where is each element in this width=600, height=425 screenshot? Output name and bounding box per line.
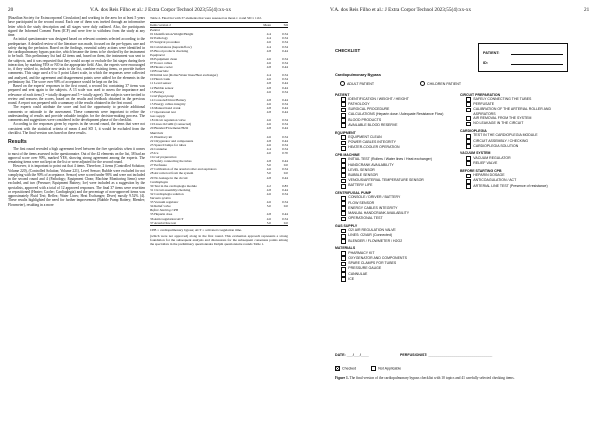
legend-checked-label: Checked [342, 366, 357, 371]
table-cell-label: 23 Spare/Clamps for tubes [150, 142, 187, 147]
table-header-mean: Mean [254, 23, 271, 28]
table-cell-sd: 0.0 [283, 204, 288, 209]
right-page [300, 0, 600, 425]
table-cell-label: 19 Lines O2/AIR (Connected) [150, 122, 192, 127]
group-label: Circuit preparation [150, 155, 177, 160]
checkbox-icon[interactable] [466, 161, 471, 166]
checked-box-icon [335, 366, 340, 371]
checkbox-icon[interactable] [466, 174, 471, 179]
table-cell-label: 29 No leakage in the circuit [150, 175, 188, 180]
table-cell-sd: 0.54 [282, 142, 288, 147]
table-cell-sd: 0.44 [282, 126, 288, 131]
results-heading: Results [8, 139, 27, 145]
table-cell-label: 03 Surgical procedure [150, 40, 180, 45]
checkbox-icon[interactable] [341, 135, 346, 140]
table-cell-mean: 4.0 [266, 151, 271, 155]
table-cell-mean: 4.6 [266, 56, 271, 61]
left-column-1 [8, 16, 145, 207]
checklist-item-label: FLOW SENSOR [348, 200, 375, 205]
table-cell-label: 01 Identification/Weight/Height [150, 32, 194, 37]
id-label: ID: [483, 61, 489, 65]
table-cell-label: 15 Energy cables integrity [150, 101, 186, 106]
checklist-item-label: ICE [348, 276, 355, 281]
checklist-item-label: AVAILABLE BLOOD RESERVE [348, 122, 398, 127]
checkbox-icon[interactable] [341, 102, 346, 107]
checklist-item-label: EQUIPMENT CLEAN [348, 134, 382, 139]
table-cell-mean: 4.4 [266, 146, 271, 151]
checklist-item-label: VENOUS/ARTERIAL TEMPERATURE SENSOR [348, 178, 424, 183]
page-number-left: 20 [8, 7, 14, 13]
table-cell-mean: 4.8 [266, 65, 271, 70]
table-cell-mean: 4.8 [266, 81, 271, 86]
table-cell-mean: 4.6 [266, 142, 271, 147]
table-cell-label: 09 Initial test (Roller/Water lines/Heat exchanger) [150, 73, 218, 78]
table-cell-label: 20 Blender/Flowmeter/H2O [150, 126, 189, 131]
table-cell-label: 33 Vacuum regulator [150, 200, 179, 205]
legend-na-label: Not Applicable [378, 366, 402, 371]
checklist-item[interactable] [460, 161, 572, 166]
table-cell-mean: 4.6 [266, 40, 271, 45]
radio-circle-icon [340, 81, 345, 86]
table-cell-sd: 0.70 [282, 151, 288, 155]
checkbox-icon[interactable] [341, 108, 346, 113]
checklist-item-label: AIR REMOVAL FROM THE SYSTEM [473, 116, 532, 121]
checklist-item-label: BUBBLE SENSOR [348, 172, 378, 177]
children-option[interactable] [420, 81, 461, 86]
table-cell-label: 10 Hand crank [150, 77, 170, 82]
checklist-item[interactable] [460, 184, 572, 189]
checkbox-icon[interactable] [341, 163, 346, 168]
table-cell-label: 22 Oxygenator and components [150, 138, 194, 143]
checkbox-icon[interactable] [466, 184, 471, 189]
table-cell-sd: 0.54 [282, 146, 288, 151]
table-cell-label: 14 Console/Driver/Battery [150, 97, 187, 102]
table-cell-sd: 0.44 [282, 81, 288, 86]
paragraph: According to the responses given by experts in the second round, the items that were not consistent with the statistical criteria of mean 4 and SD 1, it would be excluded from the checklist. The final version was based on these results. [8, 122, 145, 135]
checklist-item-label: RELIEF VALVE [473, 161, 498, 166]
checklist-item-label: PRESSURE GAUGE [348, 266, 382, 271]
checklist-item[interactable] [460, 107, 572, 116]
checkbox-icon[interactable] [466, 144, 471, 149]
checklist-item-label: SAFELY CONNECTING THE TUBES [473, 96, 532, 101]
checklist-item-label: POWER CABLES INTEGRITY [348, 140, 396, 145]
table-cell-sd: 0.44 [282, 187, 288, 192]
checkbox-icon[interactable] [341, 272, 346, 277]
checklist-item[interactable] [335, 123, 457, 128]
table-cell-sd: 0.54 [282, 40, 288, 45]
patient-label: PATIENT: [483, 51, 500, 55]
table-cell-sd: 0.54 [282, 200, 288, 205]
table-cell-sd: 0.54 [282, 191, 288, 196]
table-cell-label: 05 Blood products checking [150, 48, 189, 53]
table-cell-sd: 0.44 [282, 85, 288, 90]
group-label: Centrifugal pump [150, 93, 175, 98]
running-head-left: V.A. dos Reis Filho et al.: J Extra Corpor Technol 2023;55(4):xx-xx [90, 7, 232, 13]
table-cell-sd: 0.44 [282, 48, 288, 53]
checklist-item-label: BLOOD PRODUCTS [348, 117, 382, 122]
checklist-section-title: EQUIPMENT [335, 130, 356, 135]
table-cell-mean: 5.0 [266, 204, 271, 209]
checklist-section-title: CENTRIFUGAL PUMP [335, 191, 372, 196]
checkbox-icon[interactable] [466, 116, 471, 121]
table-cell-sd: 0.54 [282, 77, 288, 82]
table-cell-sd: 0.54 [282, 60, 288, 65]
checkbox-icon[interactable] [341, 141, 346, 146]
checkbox-icon[interactable] [466, 97, 471, 102]
checkbox-icon[interactable] [341, 196, 346, 201]
group-label: Before Starting CPB [150, 208, 178, 213]
table-cell-label: 30 Test in the cardioplegia module [150, 183, 197, 188]
checkbox-icon[interactable] [341, 123, 346, 128]
table-cell-sd: 0.44 [282, 110, 288, 115]
table-cell-sd: 0.54 [282, 36, 288, 41]
checklist-item[interactable] [335, 183, 457, 188]
table-cell-sd: 0.54 [282, 44, 288, 49]
table-cell-mean: 4.8 [266, 85, 271, 90]
table-cell-label: 02 Pathology [150, 36, 168, 41]
checklist-item-label: SPARE CLAMPS FOR TUBES [348, 261, 397, 266]
table-cell-label: 16 Manual hand crank [150, 105, 181, 110]
checkbox-icon[interactable] [466, 122, 471, 127]
figure-caption-text: The final version of the cardiopulmonary bypass checklist with 10 topics and 41 carefully selected checking items. [349, 376, 515, 380]
table-caption: Table 2. Final list with 37 elements that were assessed as mean ≥ 4 and SD ≤ 1.02. [150, 16, 262, 20]
checkbox-icon[interactable] [466, 179, 471, 184]
checklist-item-label: IDENTIFICATION / WEIGHT / HEIGHT [348, 96, 409, 101]
checkbox-icon[interactable] [341, 256, 346, 261]
table-cell-label: 32 Cardioplegia solution [150, 191, 184, 196]
checklist-right-column [460, 90, 572, 189]
paragraph: [Brazilian Society for Extracorporeal Circulation] and working in the area for at least 5 years have participated in the second round. Each one of them was invited through an informative letter which the study description and all stages were duly outlined. Also, the participants signed the Informed Consent Form (ICF) and were free to withdraw from the study at any time. [8, 16, 145, 37]
checklist-item-label: CALIBRATION OF THE ARTERIAL ROLLER AND ASPIRATORS [473, 107, 551, 116]
checkbox-icon[interactable] [341, 158, 346, 163]
checklist-item-label: BLENDER / FLOWMETER / H2O2 [348, 238, 403, 243]
table-2 [150, 16, 288, 246]
checkbox-icon[interactable] [341, 277, 346, 282]
checklist-item-label: CONSOLE / DRIVER / BATTERY [348, 195, 401, 200]
table-cell-mean: 4.8 [266, 48, 271, 53]
group-label: Equipment [150, 52, 165, 57]
checklist-item-label: SURGICAL PROCEDURE [348, 107, 390, 112]
checklist-item-label: MANUAL HANDCRANK AVAILABILITY [348, 211, 410, 215]
table-cell-sd: 0.54 [282, 101, 288, 106]
checklist-item-label: LINES: O2/AIR (Connected) [348, 233, 393, 238]
checklist-item-label: INITIAL TEST (Rollers / Water lines / Heat exchanger) [348, 157, 432, 162]
group-label: Vacuum system [150, 196, 171, 201]
checkbox-icon[interactable] [341, 262, 346, 267]
table-cell-mean: 5.0 [266, 163, 271, 168]
empty-box-icon [371, 366, 376, 371]
table-cell-label: 34 Relief valve [150, 204, 171, 209]
checkbox-icon[interactable] [341, 179, 346, 184]
table-cell-label: 11 Level sensor [150, 81, 172, 86]
patient-box [478, 43, 568, 72]
checklist-item[interactable] [335, 145, 457, 150]
page-number-right: 21 [584, 7, 590, 13]
checkbox-icon[interactable] [341, 97, 346, 102]
table-cell-mean: 4.6 [266, 101, 271, 106]
table-cell-label: 25 Ice [150, 151, 159, 155]
table-cell-mean: 4.6 [266, 200, 271, 205]
checklist-item[interactable] [335, 239, 457, 244]
adult-option-label: ADULT PATIENT [347, 81, 375, 86]
legend-checked [335, 366, 356, 371]
paragraph: The first round revealed a high agreement level between the five specialists when it comes to most of the items assessed in the questionnaire. Out of the 42 elements on the list, 38 had an approval score over 90%, marked YES, showing strong agreement among the experts. The remaining items were not kept on the list or were adjusted for the second round. [8, 147, 145, 164]
perfusionist-field[interactable]: PERFUSIONIST: ________________________________ [400, 353, 493, 357]
group-label: CPB machine [150, 69, 169, 74]
items-table [150, 22, 288, 226]
table-cell-sd: 0.54 [282, 56, 288, 61]
table-row [150, 221, 288, 226]
checkbox-icon[interactable] [341, 229, 346, 234]
table-cell-mean: 4.6 [266, 216, 271, 221]
table-cell-mean: 4.6 [266, 118, 271, 123]
table-cell-mean: 4.6 [266, 191, 271, 196]
table-cell-label: 06 Equipment clean [150, 56, 178, 61]
table-cell-mean: 4.8 [266, 105, 271, 110]
checklist-item-label: CIRCUIT ASSEMBLY / CHECKING [473, 138, 529, 143]
table-cell-sd: 0.0 [283, 163, 288, 168]
checklist-item-label: CALCULATIONS (Heparin dose / Adequate Resistance Flow) [348, 112, 444, 117]
checklist-item-label: HEPARIN DOSAGE [473, 173, 505, 178]
group-label: Patient [150, 28, 160, 33]
table-cell-label: 35 Heparin dose [150, 212, 173, 217]
checkbox-icon[interactable] [341, 251, 346, 256]
checklist-section-title: PATIENT [335, 92, 350, 97]
checklist-item-label: ANTICOAGULATION / ACT [473, 178, 517, 183]
table-cell-label: 13 Battery [150, 89, 165, 94]
table-cell-sd: 0.54 [282, 32, 288, 37]
checkbox-icon[interactable] [466, 139, 471, 144]
table-cell-mean: 5.0 [254, 221, 271, 226]
table-cell-label: 04 Calculations (heparin/flow) [150, 44, 192, 49]
date-field[interactable]: DATE: ___/___/____ [335, 353, 369, 357]
checklist-item[interactable] [335, 216, 457, 221]
checklist-item-label: OXYGENATOR AND COMPONENTS [348, 255, 407, 260]
table-cell-mean: 4.6 [266, 60, 271, 65]
table-cell-label: 31 Circuit assembly/checking [150, 187, 191, 192]
table-cell-mean: 4.8 [266, 175, 271, 180]
table-cell-mean: 4.2 [266, 183, 271, 188]
checklist-item-label: NO LEAKAGE IN THE CIRCUIT [473, 121, 524, 126]
table-cell-label: 37 Arterial line test [150, 221, 254, 226]
checkbox-icon[interactable] [466, 134, 471, 139]
checklist-left-column [335, 90, 457, 282]
table-footnote: CPB = cardiopulmonary bypass; ACT = activated coagulation time. [150, 227, 242, 232]
table-cell-mean: 4.4 [266, 36, 271, 41]
checkbox-icon[interactable] [341, 146, 346, 151]
checkbox-icon[interactable] [341, 184, 346, 189]
checklist-item[interactable] [335, 277, 457, 282]
checklist-item-label: HANDCRANK AVAILABILITY [348, 162, 394, 167]
table-cell-label: 36 Anticoagulation/ACT [150, 216, 184, 221]
paragraph: Based on the experts' responses in the first round, a second list containing 37 items was prepared and sent again to the subjects. A 13 scale was used to assess the importance and relevance of each item (1 = totally disagree and 5 = totally agree). The subjects were invited to review and reassess the scores, based on the results and feedback obtained in the previous round. A report was prepared with a summary of the results obtained in the first round. [8, 84, 145, 105]
table-cell-sd: 0.54 [282, 89, 288, 94]
table-cell-mean: 4.8 [266, 212, 271, 217]
table-cell-label: 18 O2/air regulation valve [150, 118, 186, 123]
table-cell-sd: 0.54 [282, 167, 288, 172]
table-cell-label: 27 Calibration of the arterial roller and aspirators [150, 167, 217, 172]
table-cell-mean: 4.4 [266, 73, 271, 78]
table-cell-mean: 4.4 [266, 32, 271, 37]
checkbox-icon[interactable] [341, 206, 346, 211]
checklist-title: CHECKLIST [335, 48, 361, 53]
checklist-section-title: GAS SUPPLY [335, 223, 358, 228]
checklist-item-label: PHARMACY KIT [348, 250, 375, 255]
checklist-item-label: HEATER-COOLER OPERATION [348, 145, 400, 150]
running-head-right: V.A. dos Reis Filho et al.: J Extra Corpor Technol 2023;55(4):xx-xx [330, 7, 472, 13]
table-cell-sd: 0.54 [282, 134, 288, 139]
checkbox-icon[interactable] [466, 108, 471, 113]
table-cell-label: 24 Cannulae [150, 146, 168, 151]
checklist-item-label: ARTERIAL LINE TEST (Presence of resistance) [473, 183, 548, 188]
checkbox-icon[interactable] [341, 173, 346, 178]
checklist-item-label: TEST IN THE CARDIOPLEGIA MODULE [473, 133, 538, 138]
legend-na [371, 366, 401, 371]
checklist-item-label: OPERATIONAL TEST [348, 216, 383, 221]
group-label: Materials [150, 130, 164, 135]
checklist-section-title: MATERIALS [335, 246, 356, 251]
paragraph: (which were not approved) along in the first round. This evaluation approach represents a strong foundation for the subsequent analysis and discussions for the subsequent consensus points among the specialists in the preliminary questionnaire Delphi questionnaire rounds Table 1. [150, 233, 288, 246]
paragraph: The experts could attribute the score and had the opportunity to provide additional comments or rationale to the assessment. These comments were important to refine the understanding of results and provide valuable insights for the decision-making process. The comments and suggestions were considered in the development phase of the checklist. [8, 105, 145, 122]
table-cell-mean: 4.6 [266, 89, 271, 94]
checkbox-icon[interactable] [341, 118, 346, 123]
table-header-items: Items version 2 [150, 23, 254, 28]
adult-option[interactable] [340, 81, 374, 86]
table-cell-mean: 4.8 [266, 159, 271, 164]
checkbox-icon[interactable] [341, 113, 346, 118]
table-cell-mean: 4.6 [266, 122, 271, 127]
checklist-legend [335, 366, 401, 371]
checkbox-icon[interactable] [466, 156, 471, 161]
paragraph: An initial questionnaire was designed based on relevant contents selected according to the predeparture. A detailed review of the literature was made, focused on the pre-bypass care and safety during the perfusion. Based on the findings, essential safety actions were identified in the cardiopulmonary bypass practice, which became the items to be checked by the instrument to be built. This preliminary list had 42 items and, based on them, the instrument was sent to the subjects, and it was requested that they would accept or exclude the list stages during their interaction, by marking YES or NO in the appropriate field. Also, the experts were encouraged to, if they wished to, include new tasks to the list, combine existing items, or provide further comments. This stage used a 0 to 5 point Likert scale, in which the responses were collected and analyzed, and the agreement and disagreement points were added for the elements in the preliminary list. The score over 90% of acceptance would be kept on the list. [8, 37, 145, 84]
table-cell-sd: 0.54 [282, 118, 288, 123]
table-cell-label: 12 Bubble sensor [150, 85, 174, 90]
group-label: Gas supply [150, 114, 166, 119]
checkbox-icon[interactable] [341, 168, 346, 173]
table-cell-sd: 0.44 [282, 138, 288, 143]
table-cell-mean: 5.0 [266, 171, 271, 176]
checklist-item-label: PERFUSATE [473, 102, 495, 107]
checklist-section-title: VACUUM SYSTEM [460, 151, 491, 156]
table-cell-sd: 0.44 [282, 175, 288, 180]
table-header-sd: SD [271, 23, 288, 28]
checklist-item-label: BATTERY LIFE [348, 183, 373, 188]
table-cell-sd: 0.54 [282, 122, 288, 127]
checklist-item-label: ENERGY CABLES INTEGRITY [348, 205, 398, 210]
figure-caption [335, 376, 567, 380]
checkbox-icon[interactable] [341, 239, 346, 244]
checklist-item-label: O2/ AIR REGULATION VALVE [348, 228, 396, 233]
table-cell-mean: 4.8 [266, 126, 271, 131]
table-cell-sd: 0.44 [282, 97, 288, 102]
table-cell-mean: 4.6 [266, 77, 271, 82]
patient-field[interactable] [511, 54, 563, 55]
table-cell-sd: 0.54 [282, 216, 288, 221]
table-cell-sd: 0.44 [282, 65, 288, 70]
table-cell-mean: 4.6 [266, 167, 271, 172]
checklist-item[interactable] [460, 121, 572, 126]
checklist-item[interactable] [460, 144, 572, 149]
checkbox-icon[interactable] [341, 234, 346, 239]
table-cell-label: 27 Perfusate [150, 163, 167, 168]
table-cell-label: 07 Power cables [150, 60, 173, 65]
table-cell-label: 21 Pharmacy kit [150, 134, 173, 139]
table-cell-sd: 0.83 [282, 183, 288, 188]
checklist-section-title: BEFORE STARTING CPB [460, 168, 502, 173]
checklist-item-label: CARDIOPLEGIA SOLUTION [473, 143, 519, 148]
checklist-item-label: VACUUM REGULATOR [473, 155, 511, 160]
table-cell-mean: 4.8 [266, 97, 271, 102]
children-option-label: CHILDREN PATIENT [427, 81, 462, 86]
checkbox-icon[interactable] [341, 201, 346, 206]
table-cell-label: 28 Air removal from the system [150, 171, 194, 176]
radio-circle-icon [420, 81, 425, 86]
table-cell-mean: 4.8 [266, 187, 271, 192]
checklist-section-title: CPB MACHINE [335, 153, 360, 157]
figure-label: Figure 1. [335, 376, 349, 380]
table-cell-label: 17 Operational test [150, 110, 176, 115]
paragraph: However, it is important to point out that 4 items. Therefore, 2 items (Controlled Solution; Volume 220), (Controlled Solution; Volume 221), Level Sensor; Bubble were excluded for not complying with the 90% of acceptance. Sensor) were scored under 90% and were not included in the second round and 4 (Pathology; Equipment Clean; Machine Monitoring Items) were excluded, and two (Pressure; Equipment Battery; Ice) were included as a suggestion by the specialists, approved with a total of 12 approved responses. The final 37 items were rewritten or repositioned (Heater; Cooler; Cardioplegia) and the percentage of non-approved items was approximately Fluid Test; Reflex; Water Lines; Heat Exchanger; Diver) mostly 9.52% (4). These results highlighted the need for further improvement (Bubble Pump Battery; Blender; Flowmeter), resulting in a more [8, 164, 145, 207]
id-field[interactable] [511, 64, 563, 65]
table-cell-sd: 0.44 [282, 212, 288, 217]
checkbox-icon[interactable] [341, 217, 346, 222]
table-cell-mean: 4.8 [266, 138, 271, 143]
table-cell-sd: 0.44 [282, 105, 288, 110]
checklist-section-title: CIRCUIT PREPARATION [460, 92, 501, 97]
checklist-section-title: CARDIOPLEGIA [460, 128, 487, 133]
checklist-item-label: CANNULAE [348, 271, 368, 276]
table-cell-label: 26 Safely connecting the tubes [150, 159, 192, 164]
bypass-type: Cardiopulmonary Bypass [335, 73, 381, 77]
checkbox-icon[interactable] [341, 211, 346, 216]
checklist-item-label: PATHOLOGY [348, 102, 370, 107]
table-cell-sd: 0.0 [271, 221, 288, 226]
table-cell-sd: 0.44 [282, 159, 288, 164]
table-cell-label: 08 Heater-cooler [150, 65, 173, 70]
table-cell-sd: 0.0 [283, 171, 288, 176]
table-cell-mean: 4.4 [266, 44, 271, 49]
checkbox-icon[interactable] [466, 102, 471, 107]
checkbox-icon[interactable] [341, 267, 346, 272]
checklist-item-label: LEVEL SENSOR [348, 167, 375, 172]
table-cell-mean: 4.6 [266, 134, 271, 139]
table-cell-sd: 0.54 [282, 73, 288, 78]
table-cell-mean: 4.8 [266, 110, 271, 115]
group-label: Cardioplegia [150, 179, 168, 184]
